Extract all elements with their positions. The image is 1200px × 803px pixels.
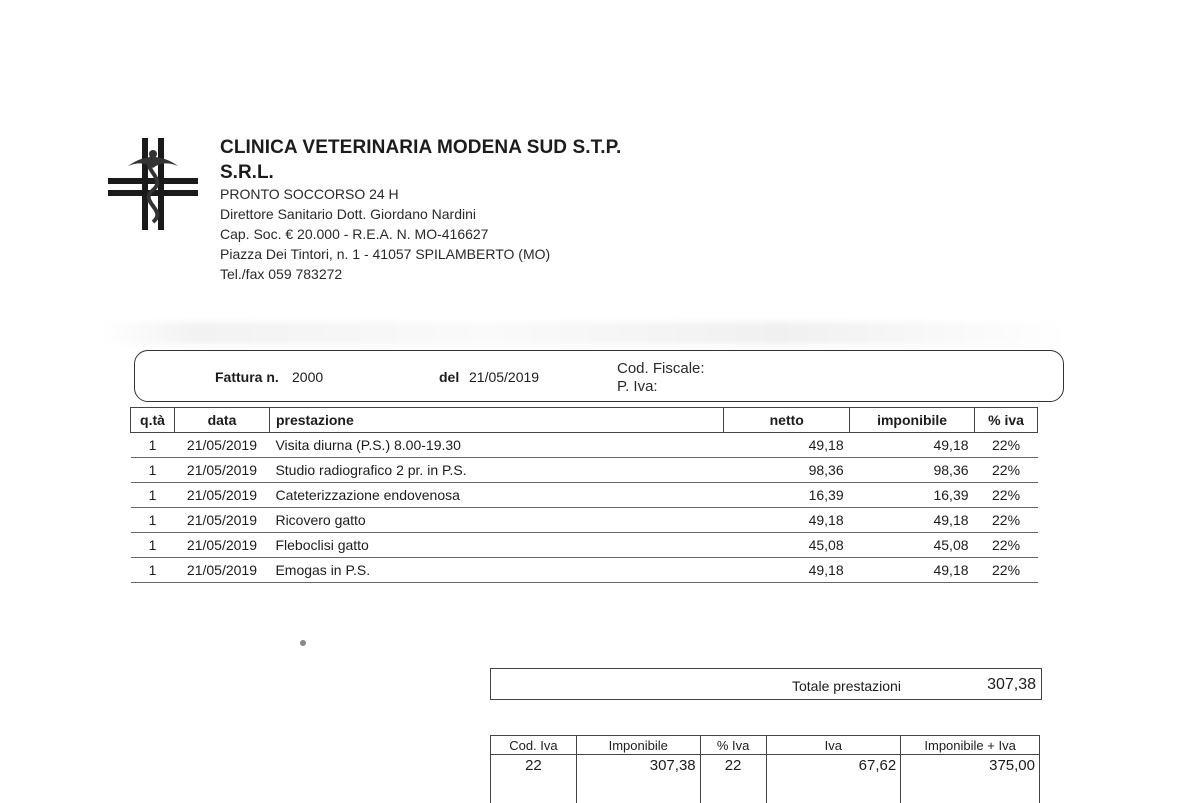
row-qty: 1 [131,458,175,483]
clinic-logo-icon [108,138,198,230]
clinic-line: Piazza Dei Tintori, n. 1 - 41057 SPILAMBERTO (MO) [220,246,550,262]
row-taxable: 45,08 [850,533,975,558]
row-vat-pct: 22% [975,433,1038,458]
row-qty: 1 [131,433,175,458]
clinic-line: PRONTO SOCCORSO 24 H [220,186,399,202]
table-row [131,458,1038,483]
row-net: 49,18 [724,433,850,458]
vat-total: 375,00 [901,755,1040,803]
header-taxable: imponibile [850,408,975,433]
scan-speck [300,640,306,646]
row-service: Cateterizzazione endovenosa [269,483,723,508]
vat-header-amount: Iva [766,736,901,755]
vat-row [491,755,1040,803]
row-date: 21/05/2019 [174,433,269,458]
clinic-line: Direttore Sanitario Dott. Giordano Nardini [220,206,476,222]
row-service: Fleboclisi gatto [269,533,723,558]
row-taxable: 49,18 [850,508,975,533]
header-date: data [174,408,269,433]
row-vat-pct: 22% [975,533,1038,558]
totale-label: Totale prestazioni [792,678,901,694]
row-date: 21/05/2019 [174,458,269,483]
row-vat-pct: 22% [975,483,1038,508]
row-taxable: 16,39 [850,483,975,508]
invoice-number: 2000 [292,369,323,385]
row-net: 49,18 [724,508,850,533]
header-qty: q.tà [131,408,175,433]
invoice-number-label: Fattura n. [215,369,279,385]
header-service: prestazione [269,408,723,433]
row-net: 45,08 [724,533,850,558]
vat-header-total: Imponibile + Iva [901,736,1040,755]
row-qty: 1 [131,508,175,533]
row-qty: 1 [131,533,175,558]
vat-header-row [491,736,1040,755]
row-net: 98,36 [724,458,850,483]
row-taxable: 98,36 [850,458,975,483]
cod-fiscale-label: Cod. Fiscale: [617,360,705,377]
invoice-date-label: del [439,369,459,385]
row-date: 21/05/2019 [174,533,269,558]
vat-header-pct: % Iva [700,736,766,755]
row-taxable: 49,18 [850,558,975,583]
invoice-date: 21/05/2019 [469,369,539,385]
table-row [131,558,1038,583]
vat-code: 22 [491,755,577,803]
clinic-name: CLINICA VETERINARIA MODENA SUD S.T.P. [220,137,621,159]
row-vat-pct: 22% [975,508,1038,533]
row-service: Studio radiografico 2 pr. in P.S. [269,458,723,483]
table-row [131,433,1038,458]
header-net: netto [724,408,850,433]
row-date: 21/05/2019 [174,508,269,533]
vat-amount: 67,62 [766,755,901,803]
row-service: Visita diurna (P.S.) 8.00-19.30 [269,433,723,458]
scan-smudge [100,322,1070,344]
row-date: 21/05/2019 [174,558,269,583]
table-row [131,483,1038,508]
row-vat-pct: 22% [975,558,1038,583]
row-net: 49,18 [724,558,850,583]
vat-header-taxable: Imponibile [576,736,700,755]
vat-summary-table [490,735,1040,803]
row-net: 16,39 [724,483,850,508]
row-service: Ricovero gatto [269,508,723,533]
vat-header-code: Cod. Iva [491,736,577,755]
vat-pct: 22 [700,755,766,803]
clinic-legal-form: S.R.L. [220,162,274,184]
row-taxable: 49,18 [850,433,975,458]
clinic-line: Cap. Soc. € 20.000 - R.E.A. N. MO-416627 [220,226,488,242]
items-header-row [131,408,1038,433]
row-qty: 1 [131,483,175,508]
vat-taxable: 307,38 [576,755,700,803]
row-vat-pct: 22% [975,458,1038,483]
table-row [131,508,1038,533]
header-vat-pct: % iva [975,408,1038,433]
table-row [131,533,1038,558]
items-table [130,407,1038,583]
clinic-line: Tel./fax 059 783272 [220,266,342,282]
row-date: 21/05/2019 [174,483,269,508]
row-service: Emogas in P.S. [269,558,723,583]
piva-label: P. Iva: [617,378,658,395]
totale-value: 307,38 [960,676,1036,694]
row-qty: 1 [131,558,175,583]
